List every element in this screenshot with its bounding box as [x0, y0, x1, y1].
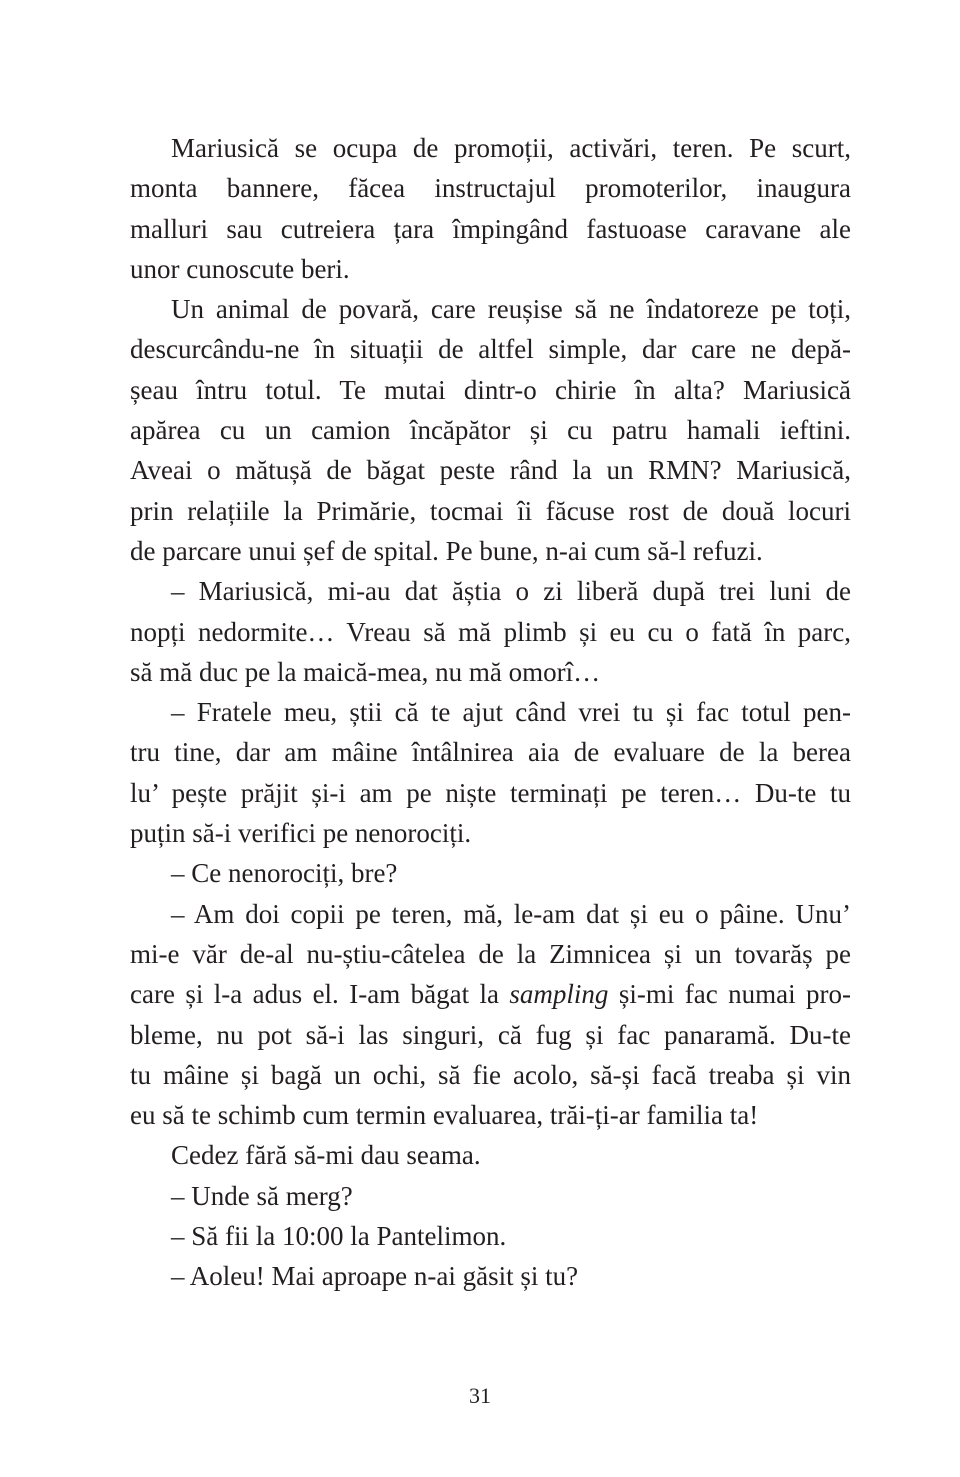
text-line: tru tine, dar am mâine întâlnirea aia de evaluare de la berea — [130, 737, 851, 768]
text-line: bleme, nu pot să-i las singuri, că fug și fac panaramă. Du-te — [130, 1019, 851, 1050]
text-segment: care și l-a adus el. I-am băgat la — [130, 979, 510, 1010]
text-line: puțin să-i verifici pe nenorociți. — [130, 818, 472, 849]
text-line: lu’ pește prăjit și-i am pe niște terminați pe teren… Du-te tu — [130, 777, 851, 808]
text-line: să mă duc pe la maică-mea, nu mă omorî… — [130, 656, 601, 687]
text-line: apărea cu un camion încăpător și cu patru hamali ieftini. — [130, 415, 851, 446]
paragraph — [130, 1216, 851, 1256]
text-line: – Am doi copii pe teren, mă, le-am dat și eu o pâine. Unu’ — [171, 898, 851, 929]
text-line: Un animal de povară, care reușise să ne îndatoreze pe toți, — [171, 294, 851, 325]
paragraph — [130, 1176, 851, 1216]
text-line: nopți nedormite… Vreau să mă plimb și eu cu o fată în parc, — [130, 616, 851, 647]
paragraph — [130, 289, 851, 571]
text-line: Aveai o mătușă de băgat peste rând la un RMN? Mariusică, — [130, 455, 851, 486]
body-text — [130, 128, 851, 1297]
text-line: – Ce nenorociți, bre? — [171, 858, 398, 889]
text-line: – Mariusică, mi-au dat ăștia o zi liberă după trei luni de — [171, 576, 851, 607]
text-line: Cedez fără să-mi dau seama. — [171, 1140, 481, 1171]
paragraph — [130, 1256, 851, 1296]
paragraph — [130, 128, 851, 289]
paragraph — [130, 894, 851, 1136]
text-line: eu să te schimb cum termin evaluarea, trăi-ți-ar familia ta! — [130, 1100, 759, 1131]
text-line: descurcându-ne în situații de altfel simple, dar care ne depă- — [130, 334, 851, 365]
text-line — [130, 974, 851, 1014]
paragraph — [130, 853, 851, 893]
text-line: – Aoleu! Mai aproape n-ai găsit și tu? — [171, 1261, 579, 1292]
page-number: 31 — [469, 1383, 491, 1408]
text-line: mi-e văr de-al nu-știu-câtelea de la Zimnicea și un tovarăș pe — [130, 938, 851, 969]
text-line: malluri sau cutreiera țara împingând fastuoase caravane ale — [130, 213, 851, 244]
text-line: monta bannere, făcea instructajul promoterilor, inaugura — [130, 173, 851, 204]
text-line: – Să fii la 10:00 la Pantelimon. — [171, 1221, 507, 1252]
text-line: – Fratele meu, știi că te ajut când vrei tu și fac totul pen- — [171, 697, 851, 728]
text-line: Mariusică se ocupa de promoții, activări, teren. Pe scurt, — [171, 133, 851, 163]
text-line: tu mâine și bagă un ochi, să fie acolo, să-și facă treaba și vin — [130, 1059, 851, 1090]
text-segment: și-mi fac numai pro- — [608, 979, 851, 1010]
text-line: – Unde să merg? — [171, 1180, 353, 1211]
text-line: unor cunoscute beri. — [130, 253, 350, 284]
paragraph — [130, 1135, 851, 1175]
text-line: de parcare unui șef de spital. Pe bune, n-ai cum să-l refuzi. — [130, 535, 763, 566]
text-line: șeau întru totul. Te mutai dintr-o chirie în alta? Mariusică — [130, 374, 851, 405]
italic-term: sampling — [509, 979, 609, 1010]
paragraph — [130, 692, 851, 853]
paragraph — [130, 571, 851, 692]
text-line: prin relațiile la Primărie, tocmai îi făcuse rost de două locuri — [130, 495, 851, 526]
